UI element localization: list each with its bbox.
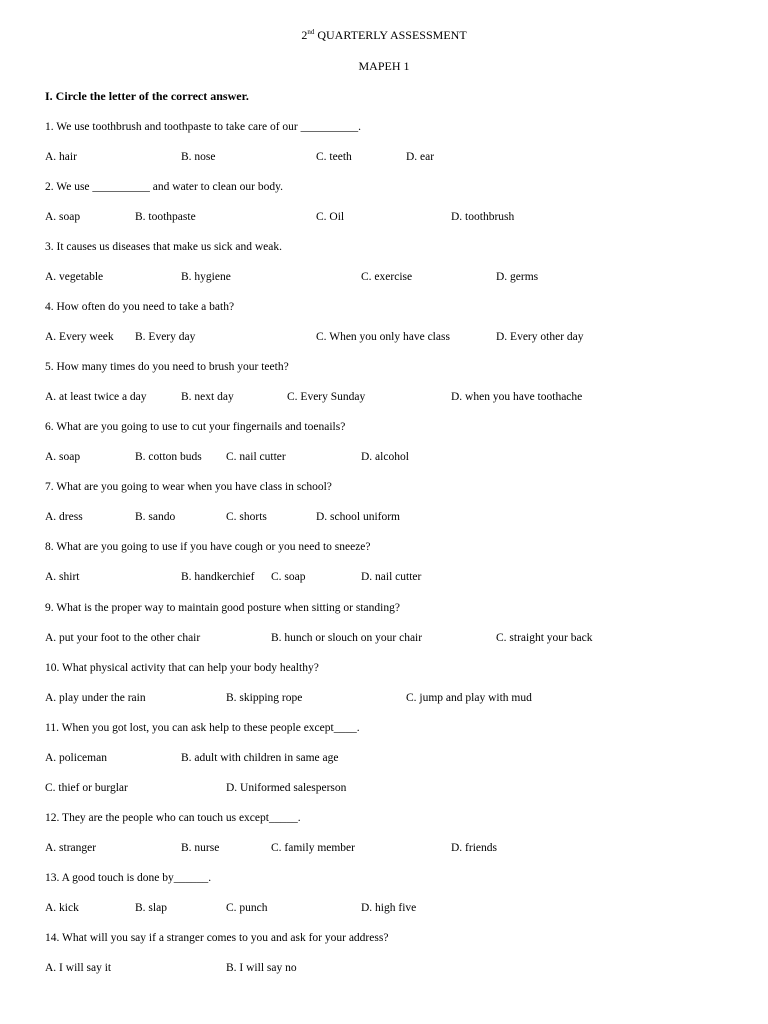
option-3d: D. germs — [496, 271, 539, 283]
question-2: 2. We use __________ and water to clean our body. — [45, 181, 283, 193]
option-4d: D. Every other day — [496, 331, 584, 343]
page-title — [0, 28, 768, 42]
title-text: QUARTERLY ASSESSMENT — [314, 28, 467, 42]
option-5b: B. next day — [181, 391, 234, 403]
option-6c: C. nail cutter — [226, 451, 286, 463]
question-14: 14. What will you say if a stranger comes to you and ask for your address? — [45, 932, 389, 944]
option-1b: B. nose — [181, 151, 216, 163]
option-8b: B. handkerchief — [181, 571, 255, 583]
option-14a: A. I will say it — [45, 962, 112, 974]
option-5a: A. at least twice a day — [45, 391, 147, 403]
option-11a: A. policeman — [45, 752, 107, 764]
question-7: 7. What are you going to wear when you have class in school? — [45, 481, 332, 493]
option-9b: B. hunch or slouch on your chair — [271, 632, 423, 644]
question-1: 1. We use toothbrush and toothpaste to take care of our __________. — [45, 121, 362, 133]
option-7b: B. sando — [135, 511, 176, 523]
instruction-heading: I. Circle the letter of the correct answer. — [45, 89, 249, 103]
option-4c: C. When you only have class — [316, 331, 450, 343]
question-9: 9. What is the proper way to maintain good posture when sitting or standing? — [45, 602, 400, 614]
question-8: 8. What are you going to use if you have cough or you need to sneeze? — [45, 541, 371, 553]
option-13b: B. slap — [135, 902, 167, 914]
question-3: 3. It causes us diseases that make us sick and weak. — [45, 241, 282, 253]
question-6: 6. What are you going to use to cut your fingernails and toenails? — [45, 421, 346, 433]
question-13: 13. A good touch is done by______. — [45, 872, 212, 884]
question-4: 4. How often do you need to take a bath? — [45, 301, 235, 313]
option-9a: A. put your foot to the other chair — [45, 632, 201, 644]
option-9c: C. straight your back — [496, 632, 593, 644]
option-2d: D. toothbrush — [451, 211, 515, 223]
option-5c: C. Every Sunday — [287, 391, 366, 403]
option-1a: A. hair — [45, 151, 77, 163]
option-4b: B. Every day — [135, 331, 196, 343]
option-1d: D. ear — [406, 151, 435, 163]
option-8d: D. nail cutter — [361, 571, 422, 583]
option-11b: B. adult with children in same age — [181, 752, 339, 764]
option-6b: B. cotton buds — [135, 451, 202, 463]
option-3c: C. exercise — [361, 271, 413, 283]
option-12b: B. nurse — [181, 842, 220, 854]
option-1c: C. teeth — [316, 151, 352, 163]
option-5d: D. when you have toothache — [451, 391, 583, 403]
option-7d: D. school uniform — [316, 511, 401, 523]
question-12: 12. They are the people who can touch us except_____. — [45, 812, 301, 824]
question-10: 10. What physical activity that can help your body healthy? — [45, 662, 319, 674]
option-8a: A. shirt — [45, 571, 80, 583]
option-4a: A. Every week — [45, 331, 114, 343]
option-10a: A. play under the rain — [45, 692, 146, 704]
option-6d: D. alcohol — [361, 451, 409, 463]
title-superscript: nd — [307, 28, 315, 36]
option-12d: D. friends — [451, 842, 497, 854]
option-7a: A. dress — [45, 511, 83, 523]
option-10c: C. jump and play with mud — [406, 692, 532, 704]
question-11: 11. When you got lost, you can ask help to these people except____. — [45, 722, 360, 734]
option-6a: A. soap — [45, 451, 81, 463]
option-13c: C. punch — [226, 902, 268, 914]
option-13a: A. kick — [45, 902, 79, 914]
option-10b: B. skipping rope — [226, 692, 303, 704]
option-2b: B. toothpaste — [135, 211, 196, 223]
option-12a: A. stranger — [45, 842, 97, 854]
option-8c: C. soap — [271, 571, 306, 583]
option-2a: A. soap — [45, 211, 81, 223]
option-11d: D. Uniformed salesperson — [226, 782, 347, 794]
option-14b: B. I will say no — [226, 962, 297, 974]
question-5: 5. How many times do you need to brush your teeth? — [45, 361, 289, 373]
option-7c: C. shorts — [226, 511, 267, 523]
option-12c: C. family member — [271, 842, 355, 854]
title-number: 2 — [301, 28, 308, 42]
option-11c: C. thief or burglar — [45, 782, 128, 794]
option-2c: C. Oil — [316, 211, 345, 223]
subject-title: MAPEH 1 — [358, 59, 410, 73]
option-13d: D. high five — [361, 902, 417, 914]
option-3b: B. hygiene — [181, 271, 231, 283]
option-3a: A. vegetable — [45, 271, 104, 283]
